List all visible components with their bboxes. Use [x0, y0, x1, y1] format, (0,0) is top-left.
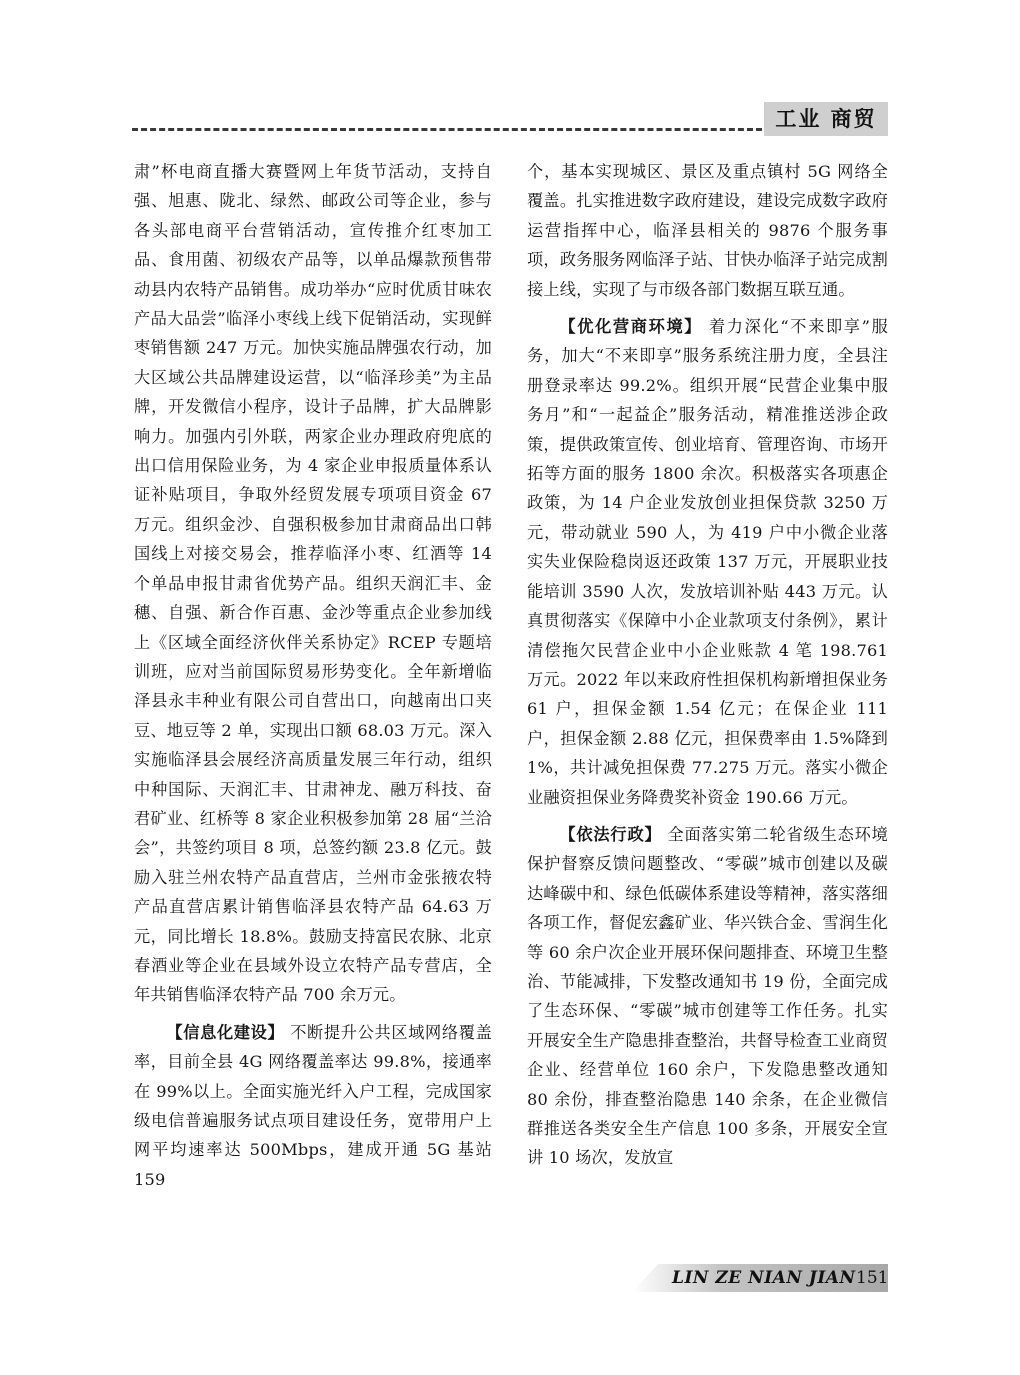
- info-construction-body: 不断提升公共区域网络覆盖率，目前全县 4G 网络覆盖率达 99.8%，接通率在 99%以上。全面实施光纤入户工程，完成国家级电信普遍服务试点项目建设任务，宽带用户上网平均速率达 500Mbps，建成开通 5G 基站 159: [134, 1022, 493, 1189]
- business-environment-body: 着力深化“不来即享”服务，加大“不来即享”服务系统注册力度，全县注册登录率达 99.2%。组织开展“民营企业集中服务月”和“一起益企”服务活动，精准推送涉企政策，提供政策宣传、创业培育、管理咨询、市场开拓等方面的服务 1800 余次。积极落实各项惠企政策，为 14 户企业发放创业担保贷款 3250 万元，带动就业 590 人，为 419 户中小微企业落实失业保险稳岗返还政策 137 万元，开展职业技能培训 3590 人次，发放培训补贴 443 万元。认真贯彻落实《保障中小企业款项支付条例》，累计清偿拖欠民营企业中小企业账款 4 笔 198.761 万元。2022 年以来政府性担保机构新增担保业务 61 户，担保金额 1.54 亿元；在保企业 111 户，担保金额 2.88 亿元，担保费率由 1.5%降到 1%，共计减免担保费 77.275 万元。落实小微企业融资担保业务降费奖补资金 190.66 万元。: [527, 317, 888, 807]
- heading-info-construction: 【信息化建设】: [166, 1022, 285, 1042]
- law-administration-body: 全面落实第二轮省级生态环境保护督察反馈问题整改、“零碳”城市创建以及碳达峰碳中和、绿色低碳体系建设等精神，落实落细各项工作，督促宏鑫矿业、华兴铁合金、雪润生化等 60 余户次企业开展环保问题排查、环境卫生整治、节能减排，下发整改通知书 19 份，全面完成了生态环保、“零碳”城市创建等工作任务。扎实开展安全生产隐患排查整治，共督导检查工业商贸企业、经营单位 160 余户，下发隐患整改通知 80 余份，排查整治隐患 140 余条，在企业微信群推送各类安全生产信息 100 多条，开展安全宣讲 10 场次，发放宣: [527, 824, 889, 1168]
- left-paragraph-1: 肃”杯电商直播大赛暨网上年货节活动，支持自强、旭惠、陇北、绿然、邮政公司等企业，参与各头部电商平台营销活动，宣传推介红枣加工品、食用菌、初级农产品等，以单品爆款预售带动县内农特产品销售。成功举办“应时优质甘味农产品大品尝”临泽小枣线上线下促销活动，实现鲜枣销售额 247 万元。加快实施品牌强农行动，加大区域公共品牌建设运营，以“临泽珍美”为主品牌，开发微信小程序，设计子品牌，扩大品牌影响力。加强内引外联，两家企业办理政府兜底的出口信用保险业务，为 4 家企业申报质量体系认证补贴项目，争取外经贸发展专项项目资金 67 万元。组织金沙、自强积极参加甘肃商品出口韩国线上对接交易会，推荐临泽小枣、红酒等 14 个单品申报甘肃省优势产品。组织天润汇丰、金穗、自强、新合作百惠、金沙等重点企业参加线上《区域全面经济伙伴关系协定》RCEP 专题培训班，应对当前国际贸易形势变化。全年新增临泽县永丰种业有限公司自营出口，向越南出口夹豆、地豆等 2 单，实现出口额 68.03 万元。深入实施临泽县会展经济高质量发展三年行动，组织中种国际、天润汇丰、甘肃神龙、融万科技、奋君矿业、红桥等 8 家企业积极参加第 28 届“兰洽会”，共签约项目 8 项，总签约额 23.8 亿元。鼓励入驻兰州农特产品直营店，兰州市金张掖农特产品直营店累计销售临泽县农特产品 64.63 万元，同比增长 18.8%。鼓励支持富民农脉、北京春酒业等企业在县域外设立农特产品专营店，全年共销售临泽农特产品 700 余万元。: [134, 162, 492, 1005]
- section-tag: 工业 商贸: [764, 102, 888, 136]
- heading-law-administration: 【依法行政】: [559, 824, 662, 844]
- left-paragraph-2: [134, 1018, 492, 1194]
- journal-name: LIN ZE NIAN JIAN: [672, 1268, 856, 1288]
- right-paragraph-1: 个，基本实现城区、景区及重点镇村 5G 网络全覆盖。扎实推进数字政府建设，建设完成数字政府运营指挥中心，临泽县相关的 9876 个服务事项，政务服务网临泽子站、甘快办临泽子站完成割接上线，实现了与市级各部门数据互联互通。: [527, 162, 888, 299]
- right-paragraph-2: [527, 312, 888, 812]
- left-column: [134, 157, 492, 1194]
- right-paragraph-3: [527, 820, 888, 1173]
- right-column: [527, 157, 888, 1173]
- page-number: 151: [856, 1268, 889, 1288]
- heading-business-environment: 【优化营商环境】: [559, 317, 703, 337]
- header-dashed-rule: [132, 128, 762, 131]
